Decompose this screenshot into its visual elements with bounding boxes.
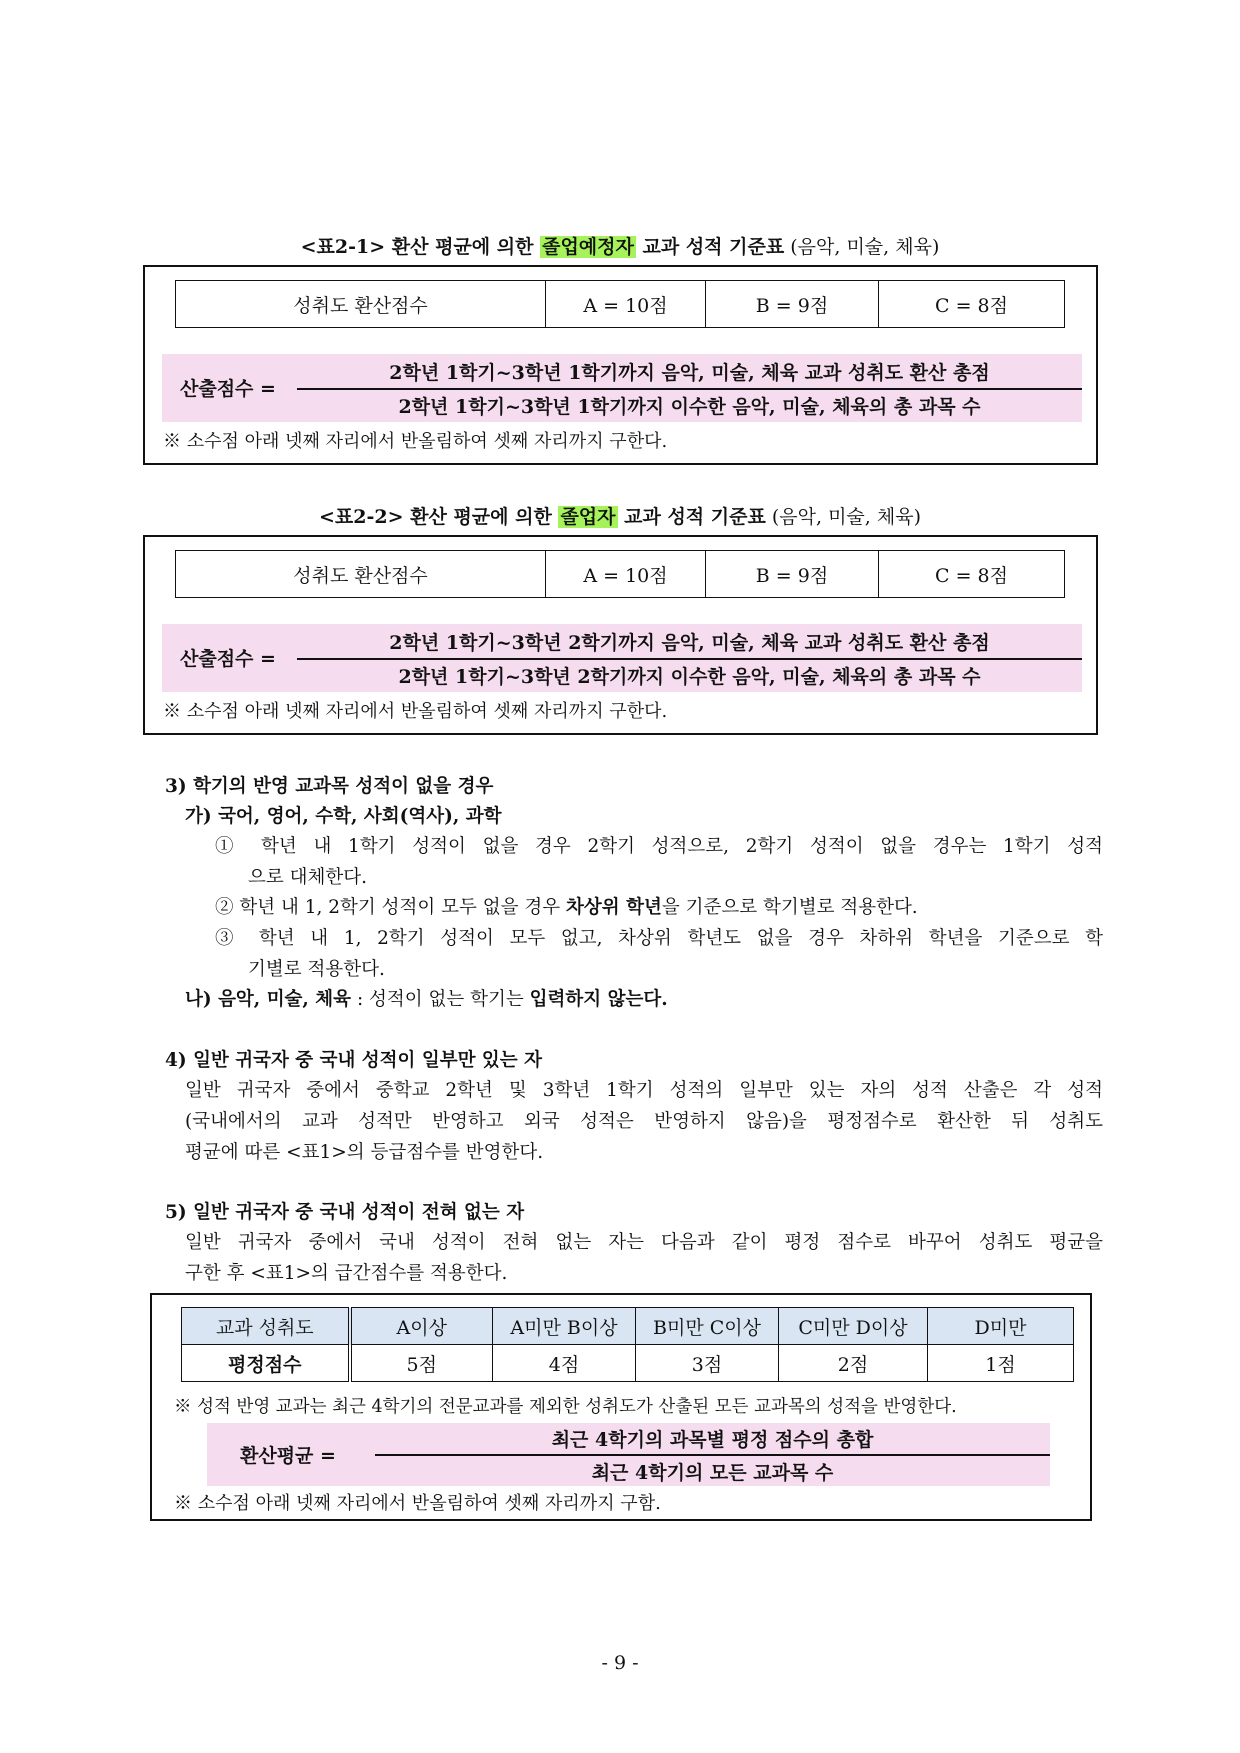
section3-item3-cont: 기별로 적용한다.: [248, 959, 385, 980]
formula-numerator: 최근 4학기의 과목별 평정 점수의 총합: [551, 1429, 874, 1451]
text-run: 을 기준으로 학기별로 적용한다.: [661, 897, 918, 918]
section3-item2: [215, 893, 918, 919]
table-cell: 4점: [493, 1345, 636, 1382]
table-header: A미만 B이상: [493, 1308, 636, 1345]
table21-caption: [0, 232, 1240, 259]
table-header: D미만: [928, 1308, 1074, 1345]
section3-item1-cont: 으로 대체한다.: [248, 867, 367, 888]
table-cell: 5점: [350, 1345, 493, 1382]
section5-heading: 5) 일반 귀국자 중 국내 성적이 전혀 없는 자: [165, 1202, 525, 1223]
section4-heading: 4) 일반 귀국자 중 국내 성적이 일부만 있는 자: [165, 1050, 542, 1071]
section5-note: ※ 소수점 아래 넷째 자리에서 반올림하여 셋째 자리까지 구함.: [174, 1493, 661, 1514]
formula-numerator: 2학년 1학기~3학년 1학기까지 음악, 미술, 체육 교과 성취도 환산 총점: [389, 362, 990, 384]
fraction-bar: [375, 1454, 1050, 1456]
section5-formula: [207, 1423, 1050, 1486]
table21-formula: [162, 354, 1082, 422]
caption-text: 교과 성적 기준표: [617, 506, 766, 528]
table22-box: [143, 535, 1098, 735]
caption-highlight: 졸업예정자: [542, 236, 634, 258]
table22-conversion-table: [175, 550, 1065, 598]
table-header: A이상: [350, 1308, 493, 1345]
formula-denominator: 2학년 1학기~3학년 2학기까지 이수한 음악, 미술, 체육의 총 과목 수: [398, 666, 981, 688]
formula-denominator: 최근 4학기의 모든 교과목 수: [591, 1462, 834, 1484]
table-cell: C = 8점: [879, 551, 1065, 598]
caption-subjects: (음악, 미술, 체육): [784, 236, 940, 258]
caption-text: <표2-2> 환산 평균에 의한: [318, 506, 559, 528]
table22-caption: [0, 502, 1240, 529]
emphasis-text: 차상위 학년: [566, 897, 662, 918]
caption-subjects: (음악, 미술, 체육): [765, 506, 921, 528]
table-header: C미만 D이상: [779, 1308, 928, 1345]
table-header: B미만 C이상: [636, 1308, 779, 1345]
caption-text: 교과 성적 기준표: [635, 236, 785, 258]
table-cell: B = 9점: [706, 551, 879, 598]
section5-paragraph-line: 일반 귀국자 중에서 국내 성적이 전혀 없는 자는 다음과 같이 평정 점수로 바꾸어 성취도 평균을: [185, 1232, 1103, 1253]
emphasis-text: 입력하지 않는다.: [529, 989, 668, 1010]
text-run: : 성적이 없는 학기는: [351, 989, 530, 1010]
formula-numerator: 2학년 1학기~3학년 2학기까지 음악, 미술, 체육 교과 성취도 환산 총점: [389, 632, 990, 654]
table21-conversion-table: [175, 280, 1065, 328]
section4-paragraph-line: (국내에서의 교과 성적만 반영하고 외국 성적은 반영하지 않음)을 평정점수로 환산한 뒤 성취도: [185, 1111, 1103, 1132]
formula-denominator: 2학년 1학기~3학년 1학기까지 이수한 음악, 미술, 체육의 총 과목 수: [398, 396, 981, 418]
section5-note: ※ 성적 반영 교과는 최근 4학기의 전문교과를 제외한 성취도가 산출된 모든 교과목의 성적을 반영한다.: [174, 1397, 957, 1417]
formula-lhs: 산출점수 =: [180, 648, 276, 670]
page-number: - 9 -: [601, 1652, 639, 1674]
section5-paragraph-line: 구한 후 <표1>의 급간점수를 적용한다.: [185, 1263, 508, 1284]
table22-formula: [162, 624, 1082, 692]
section4-paragraph-line: 평균에 따른 <표1>의 등급점수를 반영한다.: [185, 1142, 544, 1163]
fraction-bar: [297, 658, 1082, 660]
section3-subheading-a: 가) 국어, 영어, 수학, 사회(역사), 과학: [185, 806, 502, 827]
table-cell: C = 8점: [879, 281, 1065, 328]
section3-item3: ③ 학년 내 1, 2학기 성적이 모두 없고, 차상위 학년도 없을 경우 차하위 학년을 기준으로 학: [215, 928, 1103, 949]
emphasis-text: 나) 음악, 미술, 체육: [185, 989, 352, 1010]
caption-highlight: 졸업자: [560, 506, 616, 528]
table-row-label: 평정점수: [182, 1345, 350, 1382]
section4-paragraph-line: 일반 귀국자 중에서 중학교 2학년 및 3학년 1학기 성적의 일부만 있는 자의 성적 산출은 각 성적: [185, 1080, 1103, 1101]
formula-lhs: 환산평균 =: [240, 1445, 336, 1467]
section3-heading: 3) 학기의 반영 교과목 성적이 없을 경우: [165, 776, 494, 797]
table21-box: [143, 265, 1098, 465]
table-cell: A = 10점: [546, 551, 706, 598]
table21-note: ※ 소수점 아래 넷째 자리에서 반올림하여 셋째 자리까지 구한다.: [163, 431, 668, 452]
table-cell: 2점: [779, 1345, 928, 1382]
text-run: ② 학년 내 1, 2학기 성적이 모두 없을 경우: [215, 897, 567, 918]
score-conversion-table: [181, 1307, 1074, 1382]
section5-box: [150, 1293, 1092, 1521]
table-cell: 1점: [928, 1345, 1074, 1382]
table-cell: 3점: [636, 1345, 779, 1382]
fraction-bar: [297, 388, 1082, 390]
table-cell: 성취도 환산점수: [176, 551, 546, 598]
table-header: 교과 성취도: [182, 1308, 350, 1345]
caption-text: <표2-1> 환산 평균에 의한: [300, 236, 541, 258]
table-cell: A = 10점: [546, 281, 706, 328]
formula-lhs: 산출점수 =: [180, 378, 276, 400]
table-cell: B = 9점: [706, 281, 879, 328]
section3-subheading-b: [185, 985, 668, 1011]
section3-item1: ① 학년 내 1학기 성적이 없을 경우 2학기 성적으로, 2학기 성적이 없을 경우는 1학기 성적: [215, 836, 1103, 857]
table22-note: ※ 소수점 아래 넷째 자리에서 반올림하여 셋째 자리까지 구한다.: [163, 701, 668, 722]
table-cell: 성취도 환산점수: [176, 281, 546, 328]
